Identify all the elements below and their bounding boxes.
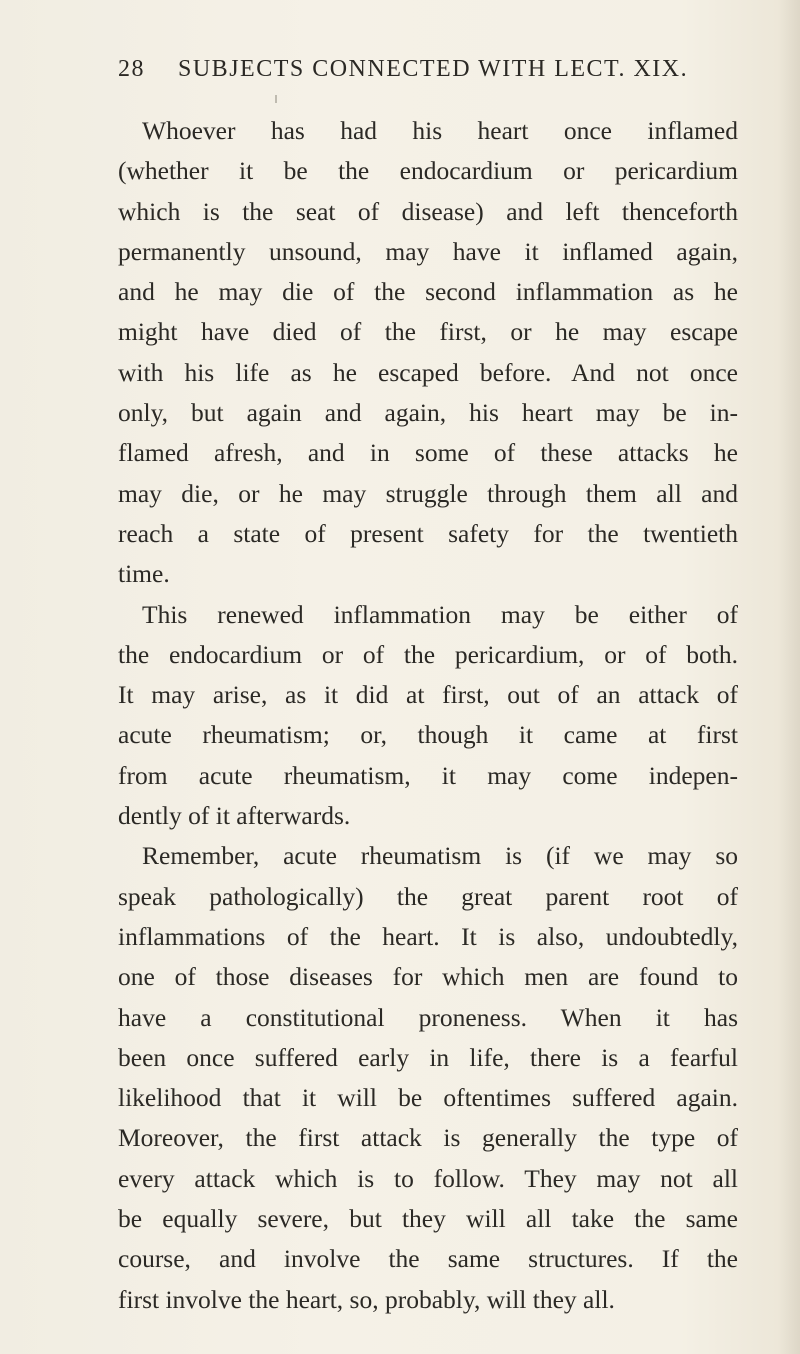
text-line: speak pathologically) the great parent root of bbox=[118, 881, 738, 911]
text-line: be equally severe, but they will all take the same bbox=[118, 1204, 738, 1234]
text-line: inflammations of the heart. It is also, undoubtedly, bbox=[118, 921, 738, 951]
text-line: permanently unsound, may have it inflamed again, bbox=[118, 236, 738, 266]
text-line: dently of it afterwards. bbox=[118, 801, 351, 831]
text-line: Remember, acute rheumatism is (if we may so bbox=[142, 841, 738, 871]
running-head bbox=[118, 56, 738, 86]
text-line: Moreover, the first attack is generally the type of bbox=[118, 1123, 738, 1153]
text-line: which is the seat of disease) and left thenceforth bbox=[118, 196, 738, 226]
text-line: flamed afresh, and in some of these attacks he bbox=[118, 438, 738, 468]
page-edge-shadow bbox=[778, 0, 800, 1354]
text-line: reach a state of present safety for the twentieth bbox=[118, 518, 738, 548]
body-text bbox=[118, 111, 738, 1320]
text-line: from acute rheumatism, it may come indepen- bbox=[118, 760, 738, 790]
text-line: the endocardium or of the pericardium, or of both. bbox=[118, 639, 738, 669]
text-line: likelihood that it will be oftentimes suffered again. bbox=[118, 1083, 738, 1113]
text-line: acute rheumatism; or, though it came at first bbox=[118, 720, 738, 750]
running-head-title: SUBJECTS CONNECTED WITH LECT. XIX. bbox=[178, 56, 689, 82]
text-line: and he may die of the second inflammation as he bbox=[118, 277, 738, 307]
text-line: might have died of the first, or he may escape bbox=[118, 317, 738, 347]
text-line: first involve the heart, so, probably, will they all. bbox=[118, 1284, 615, 1314]
text-line: time. bbox=[118, 559, 170, 589]
text-line: It may arise, as it did at first, out of an attack of bbox=[118, 680, 738, 710]
text-line: one of those diseases for which men are found to bbox=[118, 962, 738, 992]
text-line: with his life as he escaped before. And not once bbox=[118, 357, 738, 387]
text-line: This renewed inflammation may be either of bbox=[142, 599, 738, 629]
text-line: may die, or he may struggle through them all and bbox=[118, 478, 738, 508]
text-line: (whether it be the endocardium or pericardium bbox=[118, 156, 738, 186]
ink-speck bbox=[275, 95, 277, 103]
text-line: have a constitutional proneness. When it has bbox=[118, 1002, 738, 1032]
page-number: 28 bbox=[118, 56, 145, 82]
text-line: only, but again and again, his heart may be in- bbox=[118, 398, 738, 428]
text-line: every attack which is to follow. They may not all bbox=[118, 1163, 738, 1193]
text-line: course, and involve the same structures. If the bbox=[118, 1244, 738, 1274]
text-line: been once suffered early in life, there is a fearful bbox=[118, 1042, 738, 1072]
text-line: Whoever has had his heart once inflamed bbox=[142, 116, 738, 145]
